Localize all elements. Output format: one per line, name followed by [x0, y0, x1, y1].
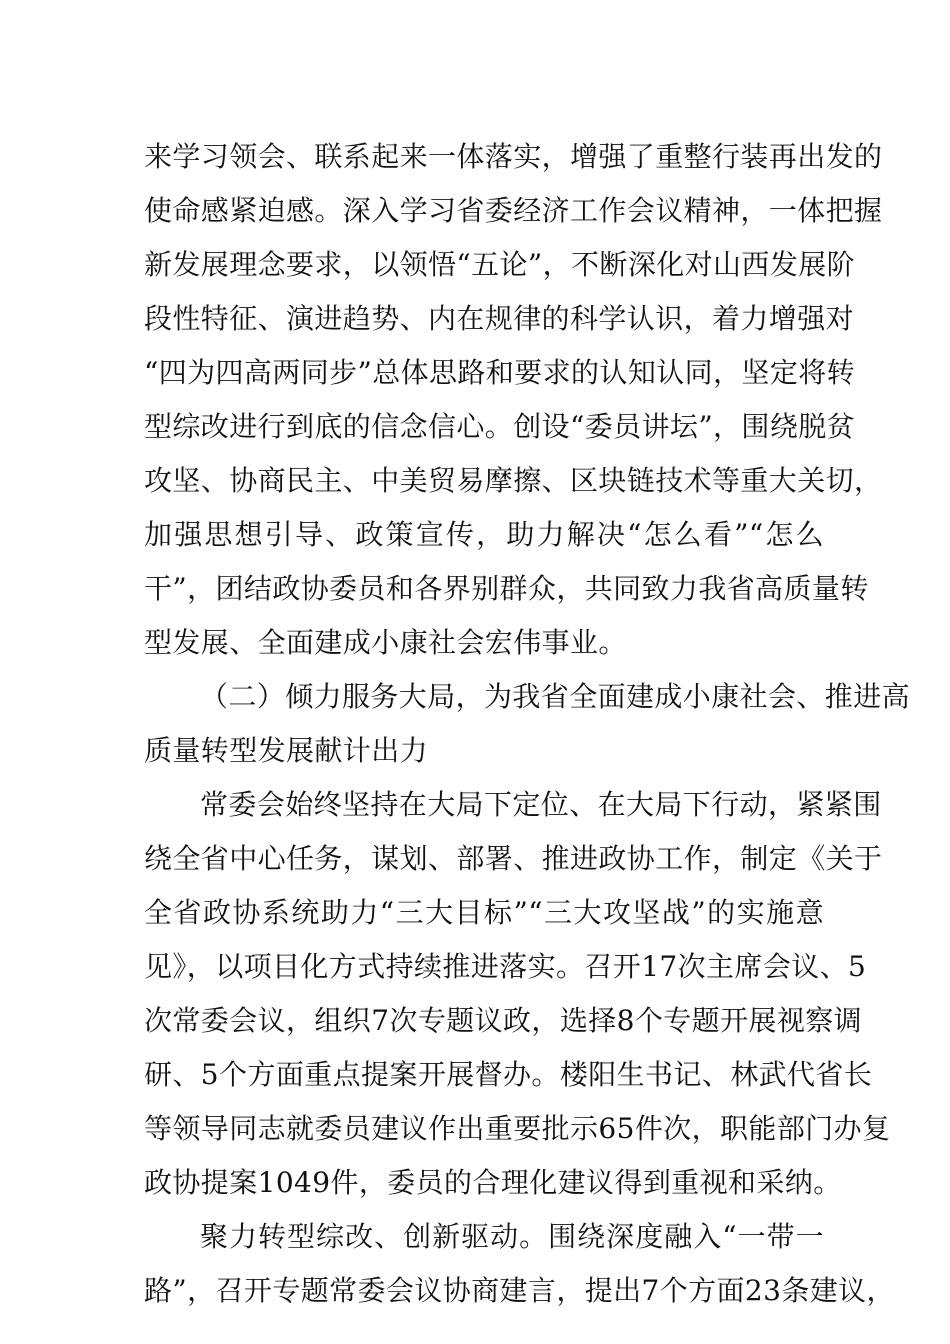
paragraph-line: 绕全省中心任务，谋划、部署、推进政协工作，制定《关于 [144, 842, 883, 875]
paragraph-line: 干”，团结政协委员和各界别群众，共同致力我省高质量转 [144, 572, 869, 605]
paragraph-line: 聚力转型综改、创新驱动。围绕深度融入“一带一 [200, 1220, 824, 1253]
paragraph-line: 型综改进行到底的信念信心。创设“委员讲坛”，围绕脱贫 [144, 410, 856, 443]
paragraph-line: 型发展、全面建成小康社会宏伟事业。 [144, 626, 627, 659]
section-heading-line: 质量转型发展献计出力 [144, 734, 429, 767]
section-heading-line: （二）倾力服务大局，为我省全面建成小康社会、推进高 [200, 680, 911, 713]
document-body [144, 130, 911, 1318]
paragraph-line: “四为四高两同步”总体思路和要求的认知认同，坚定将转 [144, 356, 856, 389]
paragraph-line: 攻坚、协商民主、中美贸易摩擦、区块链技术等重大关切， [144, 464, 883, 497]
paragraph-line: 见》，以项目化方式持续推进落实。召开17次主席会议、5 [144, 950, 867, 983]
paragraph-line: 常委会始终坚持在大局下定位、在大局下行动，紧紧围 [200, 788, 882, 821]
paragraph-line: 来学习领会、联系起来一体落实，增强了重整行装再出发的 [144, 140, 883, 173]
paragraph-line: 使命感紧迫感。深入学习省委经济工作会议精神，一体把握 [144, 194, 883, 227]
paragraph-line: 加强思想引导、政策宣传，助力解决“怎么看”“怎么 [144, 518, 824, 551]
paragraph-line: 新发展理念要求，以领悟“五论”，不断深化对山西发展阶 [144, 248, 856, 281]
paragraph-line: 段性特征、演进趋势、内在规律的科学认识，着力增强对 [144, 302, 855, 335]
paragraph-line: 全省政协系统助力“三大目标”“三大攻坚战”的实施意 [144, 896, 824, 929]
paragraph-line: 次常委会议，组织7次专题议政，选择8个专题开展视察调 [144, 1004, 863, 1037]
paragraph-line: 等领导同志就委员建议作出重要批示65件次，职能部门办复 [144, 1112, 891, 1145]
paragraph-line: 研、5个方面重点提案开展督办。楼阳生书记、林武代省长 [144, 1058, 873, 1091]
paragraph-line: 政协提案1049件，委员的合理化建议得到重视和采纳。 [144, 1166, 842, 1199]
paragraph-line: 路”，召开专题常委会议协商建言，提出7个方面23条建议， [144, 1274, 895, 1307]
